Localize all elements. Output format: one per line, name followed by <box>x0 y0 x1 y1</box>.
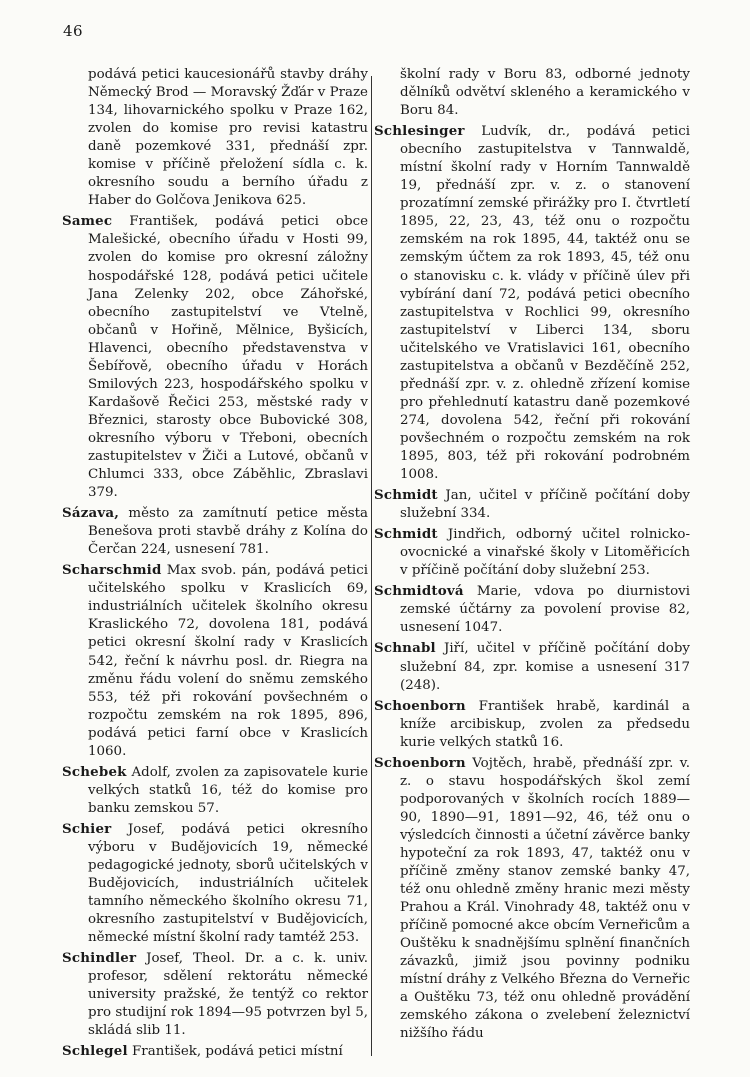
page-number: 46 <box>63 22 84 40</box>
index-entry <box>374 754 690 1044</box>
index-entry <box>374 486 690 523</box>
index-entry <box>374 697 690 752</box>
entry-text: František, podává petici místní <box>132 1044 343 1060</box>
entry-text: Jiří, učitel v příčině počítání doby služební 84, zpr. komise a usnesení 317 (248). <box>400 641 690 693</box>
entry-text: školní rady v Boru 83, odborné jednoty dělníků odvětví skleného a keramického v Boru 84. <box>400 67 690 119</box>
entry-text: město za zamítnutí petice města Benešova proti stavbě dráhy z Kolína do Čerčan 224, usnesení 781. <box>88 506 368 558</box>
entry-name: Schnabl <box>374 640 436 657</box>
index-entry <box>62 504 368 559</box>
index-entry <box>374 639 690 694</box>
entry-text: Josef, podává petici okresního výboru v Budějovicích 19, německé pedagogické jednoty, sborů učitelských v Budějovicích, industriálních učitelek tamního německého školního okresu 71, okresního zastupitelství v Budějovicích, německé místní školní rady tamtéž 253. <box>88 821 368 946</box>
entry-text: Ludvík, dr., podává petici obecního zastupitelstva v Tannwaldě, místní školní rady v Horním Tannwaldě 19, přednáší zpr. v. z. o stanovení prozatímní zemské přirážky pro I. čtvrtletí 1895, 22, 23, 43, též onu o rozpočtu zemském na rok 1895, 44, taktéž onu se zemským účtem za rok 1893, 45, též onu o stanovisku c. k. vlády v příčině úlev při vybírání daní 72, podává petici obecního zastupitelstva v Rochlici 99, okresního zastupitelství v Liberci 134, sboru učitelského ve Vratislavici 161, obecního zastupitelstva a občanů v Bezděčíně 252, přednáší zpr. v. z. ohledně zřízení komise pro přehlednutí katastru daně pozemkové 274, dovolena 542, řeční při rokování povšechném o rozpočtu zemském na rok 1895, 803, též při rokování podrobném 1008. <box>400 124 690 483</box>
entry-text: Marie, vdova po diurnistovi zemské účtárny za povolení provise 82, usnesení 1047. <box>400 584 690 636</box>
entry-text: Adolf, zvolen za zapisovatele kurie velkých statků 16, též do komise pro banku zemskou 57. <box>88 764 368 816</box>
entry-name: Schier <box>62 820 112 837</box>
entry-name: Schebek <box>62 763 127 780</box>
entry-text: František hrabě, kardinál a kníže arcibiskup, zvolen za předsedu kurie velkých statků 16. <box>400 698 690 750</box>
index-entry <box>62 763 368 818</box>
entry-name: Schmidtová <box>374 583 464 600</box>
entry-text: Jan, učitel v příčině počítání doby služební 334. <box>400 488 690 522</box>
column-divider <box>371 76 372 1056</box>
entry-text: Jindřich, odborný učitel rolnicko-ovocnické a vinařské školy v Litoměřicích v příčině počítání doby služební 253. <box>400 527 690 579</box>
entry-name: Schindler <box>62 950 137 967</box>
index-entry <box>62 820 368 947</box>
index-entry <box>62 1042 368 1061</box>
index-entry <box>62 561 368 761</box>
entry-name: Schmidt <box>374 487 438 504</box>
entry-name: Schmidt <box>374 526 438 543</box>
entry-text: podává petici kaucesionářů stavby dráhy Německý Brod — Moravský Žďár v Praze 134, lihovarnického spolku v Praze 162, zvolen do komise pro revisi katastru daně pozemkové 331, přednáší zpr. komise v příčině přeložení sídla c. k. okresního soudu a berního úřadu z Haber do Golčova Jenikova 625. <box>88 67 368 209</box>
entry-text: Vojtěch, hrabě, přednáší zpr. v. z. o stavu hospodářských škol zemí podporovaných v školních rocích 1889—90, 1890—91, 1891—92, 46, též onu o výsledcích činnosti a účetní závěrce banky hypoteční za rok 1893, 47, taktéž onu v příčině změny stanov zemské banky 47, též onu ohledně změny hranic mezi městy Prahou a Král. Vinohrady 48, taktéž onu v příčině pomocné akce obcím Verneřicům a Ouštěku k snadnějšímu splnění finančních závazků, jimiž jsou povinny podniku místní dráhy z Velkého Března do Verneřic a Ouštěku 73, též onu ohledně provádění zemského zákona o zvelebení železnictví nižšího řádu <box>400 755 690 1042</box>
entry-name: Schoenborn <box>374 754 466 771</box>
entry-name: Scharschmid <box>62 562 162 579</box>
index-entry <box>62 212 368 502</box>
index-entry <box>374 525 690 580</box>
entry-name: Schoenborn <box>374 697 466 714</box>
entry-name: Schlesinger <box>374 123 465 140</box>
entry-text: Max svob. pán, podává petici učitelského spolku v Kraslicích 69, industriálních učitelek školního okresu Kraslického 72, dovolena 181, podává petici okresní školní rady v Kraslicích 542, řeční k návrhu posl. dr. Riegra na změnu řádu volení do sněmu zemského 553, též při rokování povšechném o rozpočtu zemském na rok 1895, 896, podává petici farní obce v Kraslicích 1060. <box>88 563 368 759</box>
entry-name: Schlegel <box>62 1043 128 1060</box>
entry-name: Sázava, <box>62 505 120 522</box>
index-entry <box>62 66 368 210</box>
index-entry <box>62 949 368 1040</box>
entry-name: Samec <box>62 213 113 230</box>
right-column <box>374 66 690 1045</box>
entry-text: František, podává petici obce Malešické, obecního úřadu v Hosti 99, zvolen do komise pro okresní záložny hospodářské 128, podává petici učitele Jana Zelenky 202, obce Záhořské, obecního zastupitelství ve Vtelně, občanů v Hořině, Mělnice, Byšicích, Hlavenci, obecního představenstva v Šebířově, obecního úřadu v Horách Smilových 223, hospodářského spolku v Kardašově Řečici 253, městské rady v Březnici, starosty obce Bubovické 308, okresního výboru v Třeboni, obecních zastupitelstev v Žiči a Lutové, občanů v Chlumci 333, obce Záběhlic, Zbraslavi 379. <box>88 214 368 501</box>
index-entry <box>374 122 690 484</box>
entry-text: Josef, Theol. Dr. a c. k. univ. profesor, sdělení rektorátu německé university pražské, že tentýž co rektor pro studijní rok 1894—95 potvrzen byl 5, skládá slib 11. <box>88 951 368 1039</box>
left-column <box>62 66 368 1064</box>
index-entry <box>374 66 690 120</box>
index-entry <box>374 582 690 637</box>
